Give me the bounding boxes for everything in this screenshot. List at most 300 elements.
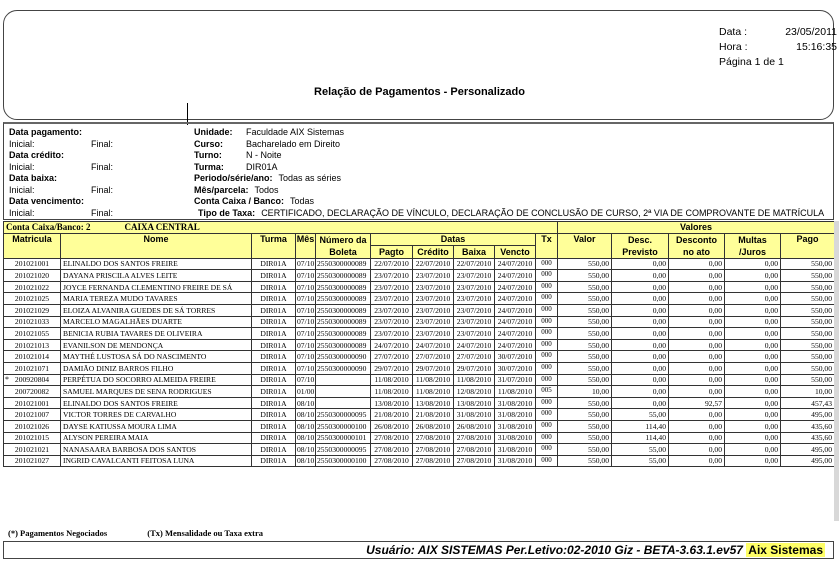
col-desc-previsto: Desc. Previsto: [612, 233, 669, 258]
filter-final: Final:: [91, 184, 114, 195]
cell-tx: 000: [536, 362, 558, 374]
cell-baixa: 13/08/2010: [454, 397, 495, 409]
cell-matricula: [4, 420, 61, 432]
caixa-row: [4, 222, 835, 234]
cell-baixa: 23/07/2010: [454, 281, 495, 293]
scope-filters: [194, 127, 824, 219]
cell-multas: 0,00: [725, 281, 781, 293]
cell-turma: DIR01A: [252, 432, 296, 444]
cell-turma: DIR01A: [252, 304, 296, 316]
cell-vencto: 24/07/2010: [495, 281, 536, 293]
cell-valor: 550,00: [558, 362, 612, 374]
cell-nome: BENICIA RUBIA TAVARES DE OLIVEIRA: [61, 328, 252, 340]
cell-nome: EVANILSON DE MENDONÇA: [61, 339, 252, 351]
filter-final: Final:: [91, 161, 114, 172]
cell-mes: 08/10: [297, 410, 315, 420]
cell-mes: 07/10: [297, 259, 315, 269]
cell-boleta: [316, 374, 371, 386]
cell-credito: 23/07/2010: [413, 316, 454, 328]
cell-pagto: 21/08/2010: [371, 409, 413, 421]
cell-vencto: 24/07/2010: [495, 316, 536, 328]
cell-nome: PERPÉTUA DO SOCORRO ALMEIDA FREIRE: [61, 374, 252, 386]
cell-turma: DIR01A: [252, 281, 296, 293]
cell-baixa: 29/07/2010: [454, 362, 495, 374]
cell-boleta: 2550300000089: [316, 258, 371, 270]
cell-desc-ato: 0,00: [669, 304, 725, 316]
cell-pago: 550,00: [781, 374, 835, 386]
cell-multas: 0,00: [725, 432, 781, 444]
cell-boleta: 2550300000089: [316, 316, 371, 328]
cell-credito: 23/07/2010: [413, 304, 454, 316]
cell-valor: 550,00: [558, 455, 612, 467]
cell-matricula: [4, 304, 61, 316]
cell-boleta: 2550300000089: [316, 328, 371, 340]
cell-valor: 550,00: [558, 270, 612, 282]
cell-desc-prev: 55,00: [612, 444, 669, 456]
cell-mes: 07/10: [297, 352, 315, 362]
cell-matricula: [4, 339, 61, 351]
cell-pagto: 23/07/2010: [371, 293, 413, 305]
cell-pagto: 27/07/2010: [371, 351, 413, 363]
cell-credito: 26/08/2010: [413, 420, 454, 432]
cell-turma: DIR01A: [252, 420, 296, 432]
cell-vencto: 24/07/2010: [495, 293, 536, 305]
caixa-label: Conta Caixa/Banco: 2: [6, 222, 91, 233]
cell-mes: 07/10: [297, 340, 315, 350]
cell-boleta: 2550300000089: [316, 304, 371, 316]
cell-desc-ato: 92,57: [669, 397, 725, 409]
cell-pago: 550,00: [781, 362, 835, 374]
cell-valor: 550,00: [558, 432, 612, 444]
conta-value: Todas: [290, 196, 315, 206]
cell-desc-ato: 0,00: [669, 316, 725, 328]
brand-label: Aix Sistemas: [748, 543, 823, 557]
cell-valor: 550,00: [558, 328, 612, 340]
cell-nome: MARIA TEREZA MUDO TAVARES: [61, 293, 252, 305]
col-matricula: Matricula: [4, 233, 61, 258]
cell-tx: 000: [536, 293, 558, 305]
filters-panel: [3, 122, 834, 220]
turno-value: N - Noite: [246, 150, 282, 160]
cell-turma: DIR01A: [252, 362, 296, 374]
cell-matricula: [4, 374, 61, 386]
cell-credito: 21/08/2010: [413, 409, 454, 421]
cell-pago: 457,43: [781, 397, 835, 409]
filter-range: [9, 139, 113, 151]
cell-multas: 0,00: [725, 270, 781, 282]
cell-baixa: 27/08/2010: [454, 432, 495, 444]
cell-desc-ato: 0,00: [669, 386, 725, 398]
cell-valor: 550,00: [558, 409, 612, 421]
matricula-value: 201021007: [14, 410, 50, 420]
cell-valor: 550,00: [558, 374, 612, 386]
cell-vencto: 31/08/2010: [495, 420, 536, 432]
page-indicator: Página 1 de 1: [719, 56, 784, 68]
cell-mes: 07/10: [297, 294, 315, 304]
cell-mes: 07/10: [297, 317, 315, 327]
cell-tx: 000: [536, 374, 558, 386]
cell-tx: 000: [536, 316, 558, 328]
cell-matricula: [4, 281, 61, 293]
filter-inicial: Inicial:: [9, 138, 35, 149]
date-value: 23/05/2011: [785, 26, 837, 38]
col-boleta: Número da Boleta: [316, 233, 371, 258]
cell-pago: 550,00: [781, 258, 835, 270]
cell-pagto: 29/07/2010: [371, 362, 413, 374]
col-pago: Pago: [781, 233, 835, 258]
turma-label: Turma:: [194, 161, 224, 172]
cell-matricula: [4, 444, 61, 456]
cell-boleta: 2550300000090: [316, 362, 371, 374]
cell-mes: 08/10: [297, 456, 315, 466]
cell-desc-ato: 0,00: [669, 281, 725, 293]
cell-baixa: 23/07/2010: [454, 304, 495, 316]
cell-boleta: 2550300000095: [316, 444, 371, 456]
time-label: Hora :: [719, 41, 748, 53]
table-row: [4, 362, 835, 374]
cell-pago: 495,00: [781, 455, 835, 467]
cell-vencto: 24/07/2010: [495, 328, 536, 340]
cell-credito: 11/08/2010: [413, 374, 454, 386]
taxa-label: Tipo de Taxa:: [198, 207, 256, 218]
cell-desc-ato: 0,00: [669, 328, 725, 340]
taxa-value: CERTIFICADO, DECLARAÇÃO DE VÍNCULO, DECLARAÇÃO DE CONCLUSÃO DE CURSO, 2ª VIA DE COMPROVANTE DE MATRÍCULA: [261, 207, 825, 218]
cell-mes: 08/10: [297, 398, 315, 408]
cell-nome: VICTOR TORRES DE CARVALHO: [61, 409, 252, 421]
cell-desc-ato: 0,00: [669, 455, 725, 467]
cell-mes: 08/10: [297, 444, 315, 454]
cell-tx: 000: [536, 328, 558, 340]
table-row: [4, 281, 835, 293]
cell-valor: 550,00: [558, 281, 612, 293]
cell-desc-ato: 0,00: [669, 374, 725, 386]
cell-multas: 0,00: [725, 455, 781, 467]
cell-boleta: 2550300000101: [316, 432, 371, 444]
cell-boleta: 2550300000089: [316, 270, 371, 282]
cell-desc-prev: 0,00: [612, 293, 669, 305]
cell-multas: 0,00: [725, 293, 781, 305]
cell-nome: MAYTHÉ LUSTOSA SÁ DO NASCIMENTO: [61, 351, 252, 363]
cell-vencto: 31/08/2010: [495, 397, 536, 409]
cell-desc-prev: 0,00: [612, 270, 669, 282]
cell-baixa: 27/08/2010: [454, 455, 495, 467]
cell-valor: 10,00: [558, 386, 612, 398]
col-tx: Tx: [536, 233, 558, 258]
cell-pagto: 23/07/2010: [371, 304, 413, 316]
col-mes: Mês: [296, 233, 316, 258]
cell-pago: 550,00: [781, 351, 835, 363]
cell-matricula: [4, 258, 61, 270]
cell-desc-prev: 0,00: [612, 351, 669, 363]
cell-tx: 000: [536, 339, 558, 351]
col-turma: Turma: [252, 233, 296, 258]
table-row: [4, 432, 835, 444]
cell-tx: 000: [536, 281, 558, 293]
curso-label: Curso:: [194, 138, 223, 149]
matricula-value: 200920804: [14, 375, 50, 385]
cell-tx: 000: [536, 304, 558, 316]
matricula-value: 201021015: [14, 433, 50, 443]
cell-tx: 000: [536, 258, 558, 270]
cell-credito: 11/08/2010: [413, 386, 454, 398]
table-row: [4, 270, 835, 282]
cell-baixa: 23/07/2010: [454, 328, 495, 340]
cell-nome: MARCELO MAGALHÃES DUARTE: [61, 316, 252, 328]
cell-desc-prev: 0,00: [612, 281, 669, 293]
cell-turma: DIR01A: [252, 316, 296, 328]
cell-boleta: 2550300000089: [316, 339, 371, 351]
cell-baixa: 11/08/2010: [454, 374, 495, 386]
cell-mes: 08/10: [297, 421, 315, 431]
cell-turma: DIR01A: [252, 328, 296, 340]
cell-valor: 550,00: [558, 444, 612, 456]
filter-heading: Data crédito:: [9, 150, 65, 160]
cell-mes: 07/10: [297, 375, 315, 385]
cell-baixa: 23/07/2010: [454, 270, 495, 282]
cell-desc-prev: 114,40: [612, 432, 669, 444]
cell-matricula: [4, 293, 61, 305]
cell-turma: DIR01A: [252, 351, 296, 363]
matricula-value: 201021025: [14, 294, 50, 304]
cell-matricula: [4, 386, 61, 398]
cell-desc-prev: 0,00: [612, 374, 669, 386]
cell-baixa: 31/08/2010: [454, 409, 495, 421]
table-row: [4, 444, 835, 456]
cell-matricula: [4, 409, 61, 421]
filter-heading: Data vencimento:: [9, 196, 85, 206]
cell-credito: 23/07/2010: [413, 328, 454, 340]
cell-multas: 0,00: [725, 386, 781, 398]
cell-multas: 0,00: [725, 328, 781, 340]
unidade-value: Faculdade AIX Sistemas: [246, 127, 345, 137]
cell-pago: 495,00: [781, 444, 835, 456]
cell-nome: SAMUEL MARQUES DE SENA RODRIGUES: [61, 386, 252, 398]
cell-desc-prev: 0,00: [612, 362, 669, 374]
cell-pagto: 22/07/2010: [371, 258, 413, 270]
cell-pagto: 23/07/2010: [371, 281, 413, 293]
col-valor: Valor: [558, 233, 612, 258]
cell-baixa: 23/07/2010: [454, 293, 495, 305]
periodo-label: Periodo/série/ano:: [194, 173, 273, 183]
cell-nome: ELOIZA ALVANIRA GUEDES DE SÁ TORRES: [61, 304, 252, 316]
cell-mes: 07/10: [297, 282, 315, 292]
report-title: Relação de Pagamentos - Personalizado: [314, 86, 525, 98]
col-pagto: Pagto: [371, 246, 413, 259]
filter-heading: Data baixa:: [9, 173, 58, 183]
cell-desc-prev: 55,00: [612, 409, 669, 421]
cell-pago: 550,00: [781, 328, 835, 340]
cell-credito: 27/08/2010: [413, 432, 454, 444]
cell-desc-prev: 0,00: [612, 386, 669, 398]
conta-label: Conta Caixa / Banco:: [194, 196, 285, 206]
table-row: [4, 339, 835, 351]
matricula-value: 201021071: [14, 363, 50, 373]
table-row: [4, 374, 835, 386]
col-nome: Nome: [61, 233, 252, 258]
col-datas: Datas: [371, 233, 536, 246]
cell-multas: 0,00: [725, 374, 781, 386]
cell-desc-prev: 0,00: [612, 397, 669, 409]
cell-desc-ato: 0,00: [669, 339, 725, 351]
filter-range: [9, 185, 113, 197]
cell-desc-prev: 0,00: [612, 304, 669, 316]
cell-tx: 000: [536, 455, 558, 467]
cell-valor: 550,00: [558, 293, 612, 305]
cell-credito: 27/08/2010: [413, 455, 454, 467]
turma-value: DIR01A: [246, 161, 278, 172]
cell-desc-ato: 0,00: [669, 351, 725, 363]
cell-multas: 0,00: [725, 316, 781, 328]
filter-range: [9, 162, 113, 174]
table-row: [4, 351, 835, 363]
col-desconto-ato: Desconto no ato: [669, 233, 725, 258]
cell-mes: 08/10: [297, 433, 315, 443]
legend-tx: (Tx) Mensalidade ou Taxa extra: [147, 528, 263, 538]
cell-desc-ato: 0,00: [669, 444, 725, 456]
table-row: [4, 409, 835, 421]
table-row: [4, 397, 835, 409]
unidade-label: Unidade:: [194, 127, 233, 137]
footer-bar: [3, 541, 834, 559]
cell-turma: DIR01A: [252, 293, 296, 305]
cell-credito: 29/07/2010: [413, 362, 454, 374]
cell-tx: 005: [536, 386, 558, 398]
cell-vencto: 24/07/2010: [495, 270, 536, 282]
cell-tx: 000: [536, 409, 558, 421]
cell-valor: 550,00: [558, 258, 612, 270]
cell-vencto: 31/08/2010: [495, 409, 536, 421]
cell-matricula: [4, 351, 61, 363]
cell-pago: 495,00: [781, 409, 835, 421]
cell-multas: 0,00: [725, 304, 781, 316]
cell-boleta: 2550300000089: [316, 281, 371, 293]
cell-vencto: 24/07/2010: [495, 339, 536, 351]
turno-label: Turno:: [194, 150, 222, 160]
cell-nome: DAYSE KATIUSSA MOURA LIMA: [61, 420, 252, 432]
legend: [8, 528, 301, 538]
cell-pagto: 13/08/2010: [371, 397, 413, 409]
cell-pago: 550,00: [781, 316, 835, 328]
cell-baixa: 24/07/2010: [454, 339, 495, 351]
cell-pago: 10,00: [781, 386, 835, 398]
cell-boleta: 2550300000095: [316, 409, 371, 421]
filter-inicial: Inicial:: [9, 161, 35, 172]
cell-pagto: 26/08/2010: [371, 420, 413, 432]
cell-pagto: 27/08/2010: [371, 444, 413, 456]
curso-value: Bacharelado em Direito: [246, 138, 341, 149]
table-row: [4, 293, 835, 305]
cell-vencto: 24/07/2010: [495, 258, 536, 270]
cell-pagto: 23/07/2010: [371, 270, 413, 282]
table-row: [4, 316, 835, 328]
cell-tx: 000: [536, 351, 558, 363]
cell-multas: 0,00: [725, 351, 781, 363]
matricula-value: 201021021: [14, 444, 50, 454]
cell-pagto: 11/08/2010: [371, 374, 413, 386]
matricula-value: 201021013: [14, 340, 50, 350]
cell-nome: DAYANA PRISCILA ALVES LEITE: [61, 270, 252, 282]
cell-vencto: 31/08/2010: [495, 444, 536, 456]
cell-multas: 0,00: [725, 397, 781, 409]
cell-baixa: 22/07/2010: [454, 258, 495, 270]
cell-tx: 000: [536, 444, 558, 456]
cell-boleta: [316, 386, 371, 398]
matricula-value: 200720082: [14, 386, 50, 396]
cell-multas: 0,00: [725, 420, 781, 432]
table-row: [4, 420, 835, 432]
cell-vencto: 30/07/2010: [495, 362, 536, 374]
cell-multas: 0,00: [725, 258, 781, 270]
report-meta: [719, 25, 837, 70]
matricula-value: 201021022: [14, 282, 50, 292]
caixa-cell: [4, 222, 558, 234]
cell-turma: DIR01A: [252, 444, 296, 456]
cell-vencto: 30/07/2010: [495, 351, 536, 363]
cell-baixa: 26/08/2010: [454, 420, 495, 432]
cell-credito: 13/08/2010: [413, 397, 454, 409]
matricula-value: 201021027: [14, 456, 50, 466]
cell-valor: 550,00: [558, 420, 612, 432]
mes-value: Todos: [254, 184, 279, 195]
cell-desc-ato: 0,00: [669, 293, 725, 305]
cell-baixa: 12/08/2010: [454, 386, 495, 398]
cell-desc-ato: 0,00: [669, 258, 725, 270]
table-row: [4, 304, 835, 316]
cell-credito: 27/07/2010: [413, 351, 454, 363]
cell-matricula: [4, 455, 61, 467]
cell-turma: DIR01A: [252, 339, 296, 351]
matricula-value: 201021001: [14, 259, 50, 269]
cell-pagto: 23/07/2010: [371, 316, 413, 328]
cell-turma: DIR01A: [252, 386, 296, 398]
cell-valor: 550,00: [558, 316, 612, 328]
cell-turma: DIR01A: [252, 270, 296, 282]
cell-nome: DAMIÃO DINIZ BARROS FILHO: [61, 362, 252, 374]
cell-nome: ELINALDO DOS SANTOS FREIRE: [61, 258, 252, 270]
matricula-value: 201021026: [14, 421, 50, 431]
cell-desc-prev: 0,00: [612, 339, 669, 351]
date-filters: [9, 127, 113, 219]
cell-nome: ELINALDO DOS SANTOS FREIRE: [61, 397, 252, 409]
cell-multas: 0,00: [725, 339, 781, 351]
cell-valor: 550,00: [558, 351, 612, 363]
valores-header: Valores: [558, 222, 835, 234]
cell-tx: 000: [536, 432, 558, 444]
cell-desc-ato: 0,00: [669, 432, 725, 444]
cell-matricula: [4, 432, 61, 444]
cell-pago: 550,00: [781, 293, 835, 305]
cell-valor: 550,00: [558, 397, 612, 409]
cell-vencto: 24/07/2010: [495, 304, 536, 316]
cell-credito: 23/07/2010: [413, 293, 454, 305]
cell-pago: 550,00: [781, 339, 835, 351]
filter-inicial: Inicial:: [9, 207, 35, 218]
filter-inicial: Inicial:: [9, 184, 35, 195]
filter-heading: Data pagamento:: [9, 127, 83, 137]
cell-desc-prev: 0,00: [612, 316, 669, 328]
cell-turma: DIR01A: [252, 409, 296, 421]
cell-multas: 0,00: [725, 362, 781, 374]
cell-desc-ato: 0,00: [669, 270, 725, 282]
cell-boleta: 2550300000089: [316, 293, 371, 305]
negotiated-marker: *: [5, 375, 9, 385]
cell-pago: 550,00: [781, 281, 835, 293]
cell-matricula: [4, 362, 61, 374]
cell-pago: 435,60: [781, 420, 835, 432]
matricula-value: 201021014: [14, 352, 50, 362]
cell-pago: 550,00: [781, 270, 835, 282]
cell-boleta: 2550300000100: [316, 455, 371, 467]
